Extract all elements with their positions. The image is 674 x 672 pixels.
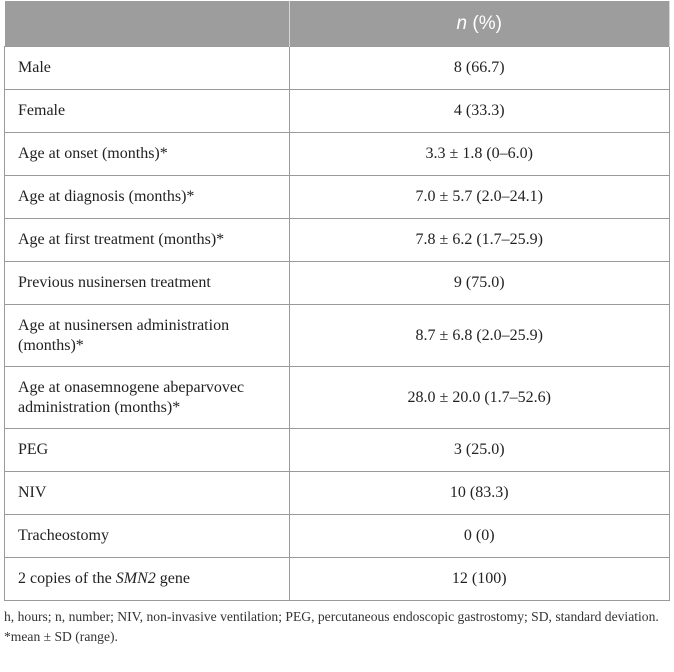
row-value: 8.7 ± 6.8 (2.0–25.9)	[289, 305, 670, 367]
header-n-percent	[289, 1, 670, 47]
table-row	[5, 558, 670, 601]
table-row	[5, 429, 670, 472]
gene-name-smn2: SMN2	[115, 570, 156, 587]
row-value: 3 (25.0)	[289, 429, 670, 472]
table-footnote: h, hours; n, number; NIV, non-invasive ventilation; PEG, percutaneous endoscopic gastrostomy; SD, standard deviation. *mean ± SD (range).	[4, 609, 659, 644]
row-value: 7.8 ± 6.2 (1.7–25.9)	[289, 219, 670, 262]
row-value: 12 (100)	[289, 558, 670, 601]
row-value: 3.3 ± 1.8 (0–6.0)	[289, 133, 670, 176]
row-value: 7.0 ± 5.7 (2.0–24.1)	[289, 176, 670, 219]
row-value: 8 (66.7)	[289, 47, 670, 90]
row-label-post: gene	[155, 570, 190, 587]
row-label: Previous nusinersen treatment	[5, 262, 290, 305]
table-row	[5, 90, 670, 133]
row-label: Tracheostomy	[5, 515, 290, 558]
row-value: 4 (33.3)	[289, 90, 670, 133]
table-row	[5, 367, 670, 429]
row-label: NIV	[5, 472, 290, 515]
row-label: Age at nusinersen administration (months)*	[5, 305, 290, 367]
row-value: 28.0 ± 20.0 (1.7–52.6)	[289, 367, 670, 429]
table-row	[5, 47, 670, 90]
table-document	[4, 1, 670, 647]
demographics-table	[4, 1, 670, 601]
table-row	[5, 262, 670, 305]
row-label: PEG	[5, 429, 290, 472]
row-label-pre: 2 copies of the	[18, 570, 116, 587]
table-row	[5, 515, 670, 558]
row-label: Male	[5, 47, 290, 90]
table-row	[5, 305, 670, 367]
row-label: Age at onset (months)*	[5, 133, 290, 176]
row-label-smn2	[5, 558, 290, 601]
header-percent: (%)	[467, 12, 502, 34]
row-label: Female	[5, 90, 290, 133]
table-row	[5, 133, 670, 176]
table-row	[5, 472, 670, 515]
table-row	[5, 176, 670, 219]
row-label: Age at first treatment (months)*	[5, 219, 290, 262]
table-header-row	[5, 1, 670, 47]
row-value: 0 (0)	[289, 515, 670, 558]
row-label: Age at onasemnogene abeparvovec administration (months)*	[5, 367, 290, 429]
table-row	[5, 219, 670, 262]
row-value: 10 (83.3)	[289, 472, 670, 515]
header-empty-cell	[5, 1, 290, 47]
header-n: n	[456, 12, 468, 34]
row-value: 9 (75.0)	[289, 262, 670, 305]
row-label: Age at diagnosis (months)*	[5, 176, 290, 219]
